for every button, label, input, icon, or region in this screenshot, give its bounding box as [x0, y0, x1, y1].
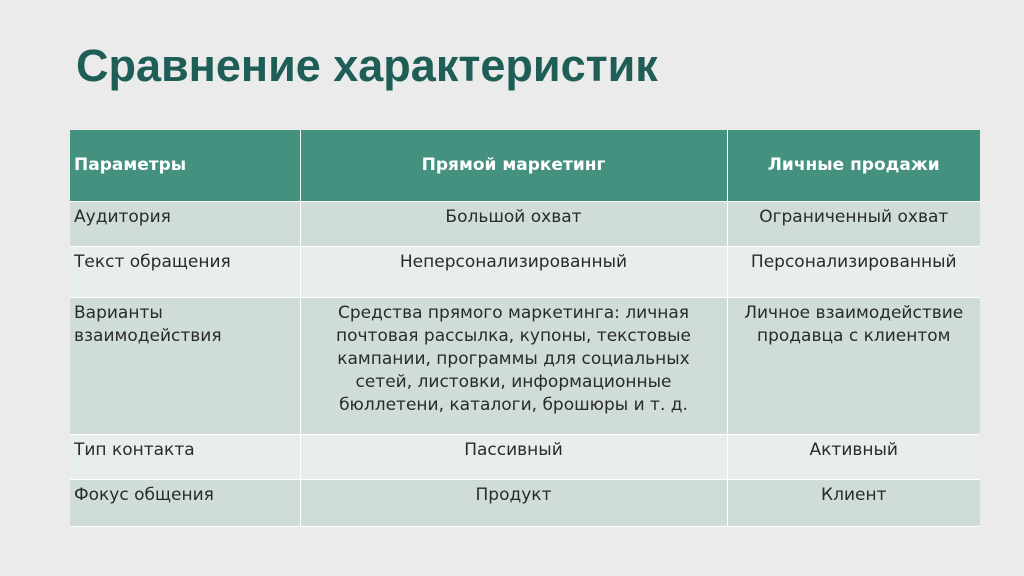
header-personal-sales: Личные продажи	[727, 130, 980, 202]
table-header-row	[70, 130, 980, 202]
cell-personal-sales: Клиент	[727, 480, 980, 527]
row-label: Фокус общения	[70, 480, 300, 527]
cell-direct-marketing: Большой охват	[300, 202, 727, 247]
table-row	[70, 298, 980, 435]
cell-personal-sales: Ограниченный охват	[727, 202, 980, 247]
table-row	[70, 202, 980, 247]
slide-title: Сравнение характеристик	[76, 40, 658, 91]
table-row	[70, 480, 980, 527]
cell-direct-marketing: Неперсонализированный	[300, 247, 727, 298]
header-direct-marketing: Прямой маркетинг	[300, 130, 727, 202]
row-label: Тип контакта	[70, 435, 300, 480]
header-parameters: Параметры	[70, 130, 300, 202]
row-label: Аудитория	[70, 202, 300, 247]
cell-direct-marketing: Пассивный	[300, 435, 727, 480]
row-label: Варианты взаимодействия	[70, 298, 300, 435]
row-label: Текст обращения	[70, 247, 300, 298]
table-row	[70, 247, 980, 298]
cell-direct-marketing: Средства прямого маркетинга: личная почтовая рассылка, купоны, текстовые кампании, программы для социальных сетей, листовки, информационные бюллетени, каталоги, брошюры и т. д.	[300, 298, 727, 435]
comparison-table	[70, 130, 980, 527]
cell-personal-sales: Личное взаимодействие продавца с клиентом	[727, 298, 980, 435]
table-row	[70, 435, 980, 480]
cell-direct-marketing: Продукт	[300, 480, 727, 527]
cell-personal-sales: Персонализированный	[727, 247, 980, 298]
cell-personal-sales: Активный	[727, 435, 980, 480]
